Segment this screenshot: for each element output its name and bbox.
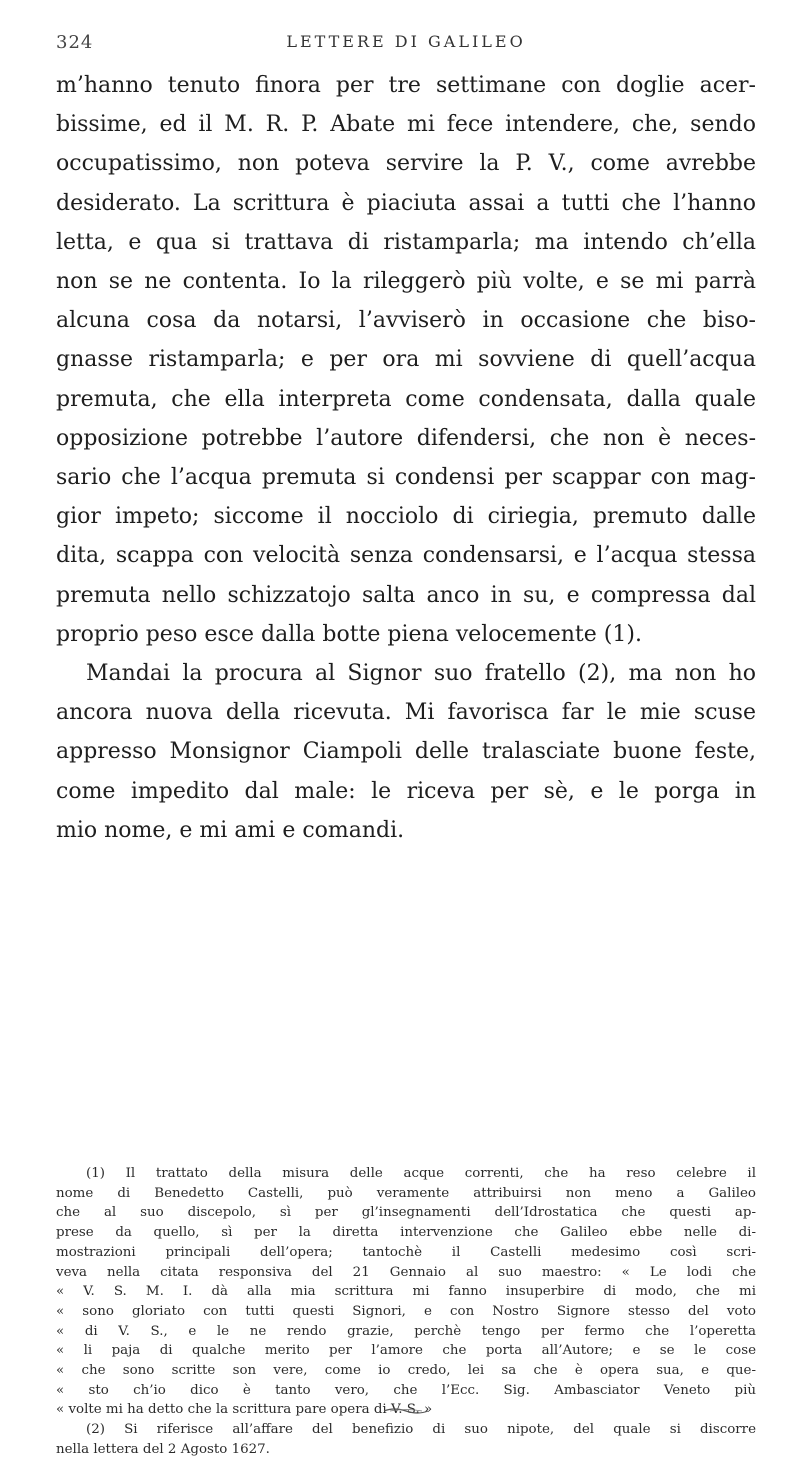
text-line: gior impeto; siccome il nocciolo di ciriegia, premuto dalle <box>56 504 756 530</box>
text-line: non se ne contenta. Io la rileggerò più volte, e se mi parrà <box>56 269 756 295</box>
footnote-line: « sto ch’io dico è tanto vero, che l’Ecc. Sig. Ambasciator Veneto più <box>56 1382 756 1398</box>
text-line: premuta nello schizzatojo salta anco in su, e compressa dal <box>56 582 756 608</box>
footnote-line: mostrazioni principali dell’opera; tantochè il Castelli medesimo così scri- <box>56 1244 756 1260</box>
text-line: gnasse ristamparla; e per ora mi sovviene di quell’acqua <box>56 347 756 373</box>
footnote-line: « di V. S., e le ne rendo grazie, perchè tengo per fermo che l’operetta <box>56 1323 756 1339</box>
footnote-line: prese da quello, sì per la diretta intervenzione che Galileo ebbe nelle di- <box>56 1225 756 1241</box>
text-line: Mandai la procura al Signor suo fratello (2), ma non ho <box>86 661 756 687</box>
text-line: proprio peso esce dalla botte piena velocemente (1). <box>56 621 642 647</box>
footnote-line: (2) Si riferisce all’affare del benefizio di suo nipote, del quale si discorre <box>86 1422 756 1438</box>
text-line: appresso Monsignor Ciampoli delle tralasciate buone feste, <box>56 739 756 765</box>
footnote-line: che al suo discepolo, sì per gl’insegnamenti dell’Idrostatica che questi ap- <box>56 1205 756 1221</box>
paragraph-1 <box>56 66 756 654</box>
page-header <box>56 30 756 60</box>
footnote-line: « volte mi ha detto che la scrittura pare opera di V. S. » <box>56 1402 433 1418</box>
footnote-line: nome di Benedetto Castelli, può veramente attribuirsi non meno a Galileo <box>56 1185 756 1201</box>
text-line: dita, scappa con velocità senza condensarsi, e l’acqua stessa <box>56 543 756 569</box>
text-line: occupatissimo, non poteva servire la P. V., come avrebbe <box>56 151 756 177</box>
footnote-line: (1) Il trattato della misura delle acque correnti, che ha reso celebre il <box>86 1166 756 1181</box>
text-line: opposizione potrebbe l’autore difendersi, che non è neces- <box>56 425 756 451</box>
text-line: letta, e qua si trattava di ristamparla; ma intendo ch’ella <box>56 229 756 255</box>
text-line: premuta, che ella interpreta come condensata, dalla quale <box>56 386 756 412</box>
end-ornament-icon <box>382 1406 430 1416</box>
footnote-line: « che sono scritte son vere, come io credo, lei sa che è opera sua, e que- <box>56 1363 756 1379</box>
letter-body <box>56 66 756 850</box>
footnote-line: « sono gloriato con tutti questi Signori, e con Nostro Signore stesso del voto <box>56 1303 756 1319</box>
text-line: ancora nuova della ricevuta. Mi favorisca far le mie scuse <box>56 700 756 726</box>
footnote-line: veva nella citata responsiva del 21 Gennaio al suo maestro: « Le lodi che <box>56 1264 756 1280</box>
footnote-line: « V. S. M. I. dà alla mia scrittura mi fanno insuperbire di modo, che mi <box>56 1284 756 1300</box>
running-head: LETTERE DI GALILEO <box>286 32 526 51</box>
text-line: mio nome, e mi ami e comandi. <box>56 817 405 843</box>
footnote-line: « li paja di qualche merito per l’amore che porta all’Autore; e se le cose <box>56 1343 756 1359</box>
text-line: sario che l’acqua premuta si condensi per scappar con mag- <box>56 465 756 491</box>
footnote-2 <box>56 1420 756 1459</box>
footnote-1 <box>56 1164 756 1420</box>
text-line: come impedito dal male: le riceva per sè, e le porga in <box>56 778 756 804</box>
text-line: desiderato. La scrittura è piaciuta assai a tutti che l’hanno <box>56 190 756 216</box>
page-number: 324 <box>56 32 94 53</box>
text-line: alcuna cosa da notarsi, l’avviserò in occasione che biso- <box>56 308 756 334</box>
paragraph-2 <box>56 654 756 850</box>
footnote-line: nella lettera del 2 Agosto 1627. <box>56 1441 270 1457</box>
text-line: m’hanno tenuto finora per tre settimane con doglie acer- <box>56 73 756 98</box>
text-line: bissime, ed il M. R. P. Abate mi fece intendere, che, sendo <box>56 112 756 138</box>
